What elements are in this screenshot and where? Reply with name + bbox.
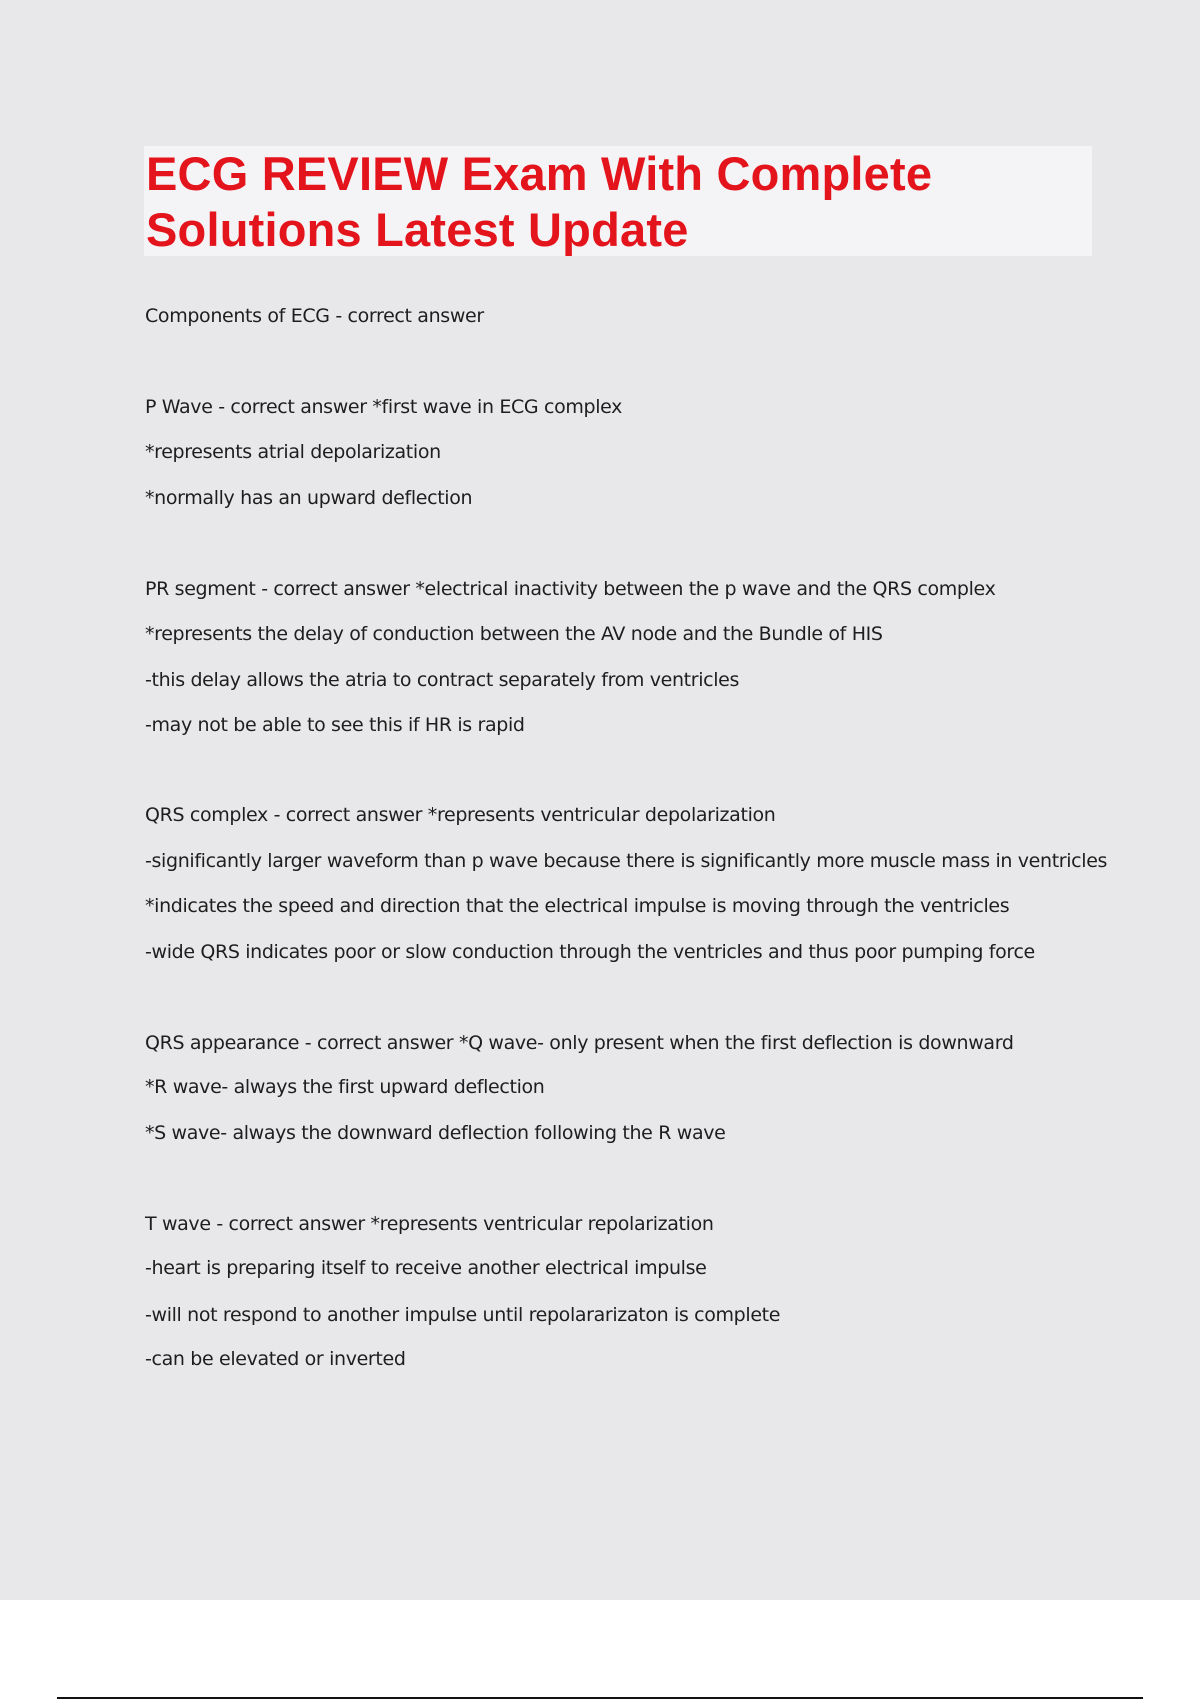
title-line-2: Solutions Latest Update xyxy=(146,203,689,256)
title-line-1: ECG REVIEW Exam With Complete xyxy=(146,147,933,200)
document-title xyxy=(144,146,1092,256)
text-line: -may not be able to see this if HR is rapid xyxy=(145,714,525,736)
text-line: -will not respond to another impulse until repolararizaton is complete xyxy=(145,1304,781,1326)
footer-divider xyxy=(57,1697,1143,1699)
text-line: Components of ECG - correct answer xyxy=(145,305,484,327)
text-line: *S wave- always the downward deflection following the R wave xyxy=(145,1122,726,1144)
text-line: *represents the delay of conduction between the AV node and the Bundle of HIS xyxy=(145,623,883,645)
text-line: QRS complex - correct answer *represents ventricular depolarization xyxy=(145,804,776,826)
text-line: -wide QRS indicates poor or slow conduction through the ventricles and thus poor pumping force xyxy=(145,941,1035,963)
text-line: *R wave- always the first upward deflection xyxy=(145,1076,545,1098)
text-line: T wave - correct answer *represents ventricular repolarization xyxy=(145,1213,714,1235)
text-line: PR segment - correct answer *electrical inactivity between the p wave and the QRS complex xyxy=(145,578,996,600)
text-line: *represents atrial depolarization xyxy=(145,441,441,463)
text-line: *indicates the speed and direction that the electrical impulse is moving through the ventricles xyxy=(145,895,1010,917)
text-line: *normally has an upward deflection xyxy=(145,487,473,509)
text-line: -significantly larger waveform than p wave because there is significantly more muscle mass in ventricles xyxy=(145,850,1108,872)
text-line: QRS appearance - correct answer *Q wave- only present when the first deflection is downward xyxy=(145,1032,1014,1054)
text-line: P Wave - correct answer *first wave in ECG complex xyxy=(145,396,623,418)
text-line: -this delay allows the atria to contract separately from ventricles xyxy=(145,669,740,691)
text-line: -heart is preparing itself to receive another electrical impulse xyxy=(145,1257,707,1279)
text-line: -can be elevated or inverted xyxy=(145,1348,406,1370)
